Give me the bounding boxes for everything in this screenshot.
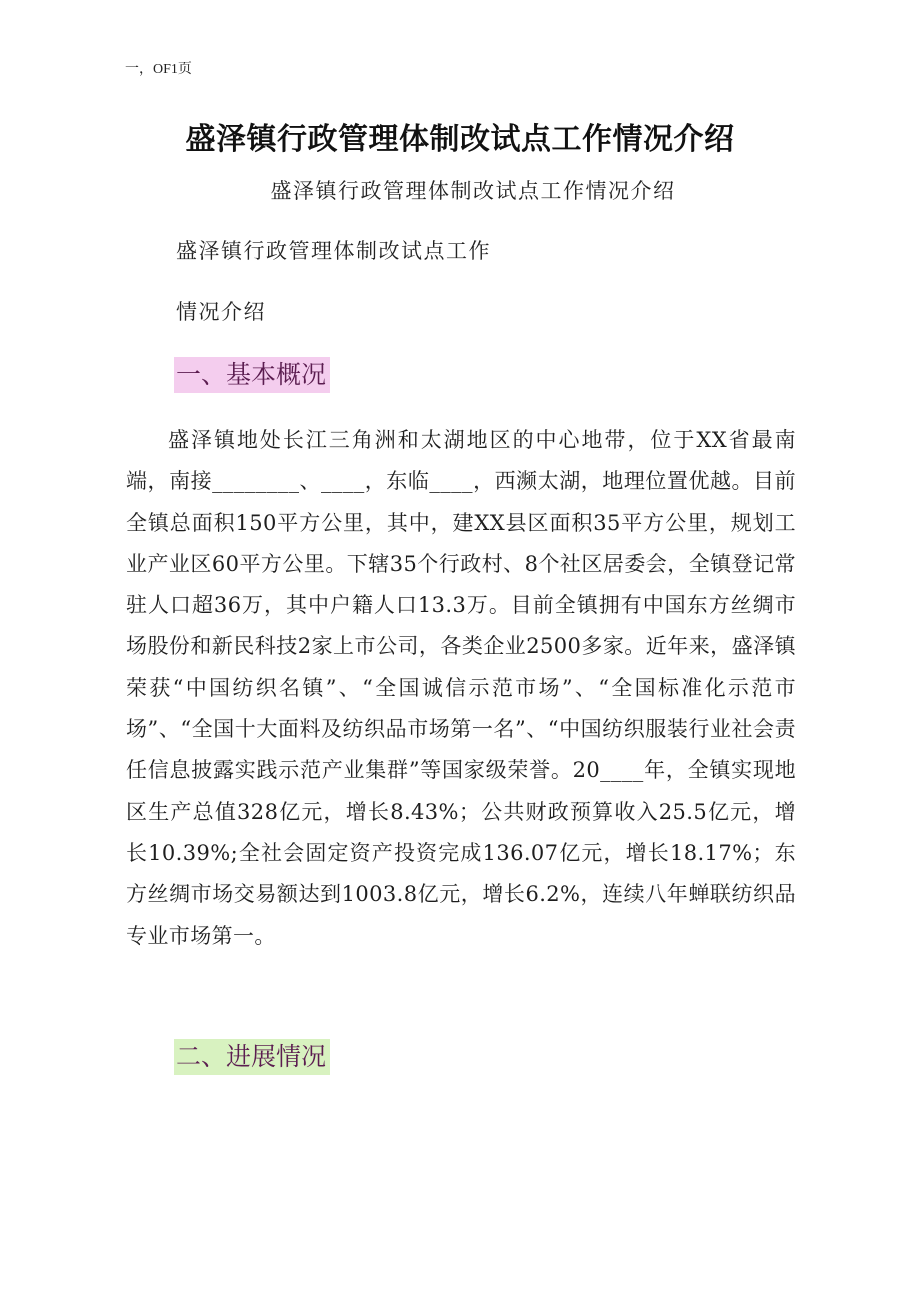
page-marker: 一，OF1页 <box>125 62 192 77</box>
document-subtitle: 盛泽镇行政管理体制改试点工作情况介绍 <box>270 179 676 203</box>
document-title: 盛泽镇行政管理体制改试点工作情况介绍 <box>185 122 735 157</box>
section-heading-progress: 二、进展情况 <box>174 1039 330 1075</box>
overview-paragraph: 盛泽镇地处长江三角洲和太湖地区的中心地带，位于XX省最南端，南接________、____，东临____，西濒太湖，地理位置优越。目前全镇总面积150平方公里，其中，建XX县区面积35平方公里，规划工业产业区60平方公里。下辖35个行政村、8个社区居委会，全镇登记常驻人口超36万，其中户籍人口13.3万。目前全镇拥有中国东方丝绸市场股份和新民科技2家上市公司，各类企业2500多家。近年来，盛泽镇荣获“中国纺织名镇”、“全国诚信示范市场”、“全国标准化示范市场”、“全国十大面料及纺织品市场第一名”、“中国纺织服装行业社会责任信息披露实践示范产业集群”等国家级荣誉。20____年，全镇实现地区生产总值328亿元，增长8.43%；公共财政预算收入25.5亿元，增长10.39%;全社会固定资产投资完成136.07亿元，增长18.17%；东方丝绸市场交易额达到1003.8亿元，增长6.2%，连续八年蝉联纺织品专业市场第一。 <box>126 428 796 948</box>
intro-line-2: 情况介绍 <box>176 300 266 324</box>
intro-line-1: 盛泽镇行政管理体制改试点工作 <box>176 239 491 263</box>
section-heading-basic-overview: 一、基本概况 <box>174 357 330 393</box>
